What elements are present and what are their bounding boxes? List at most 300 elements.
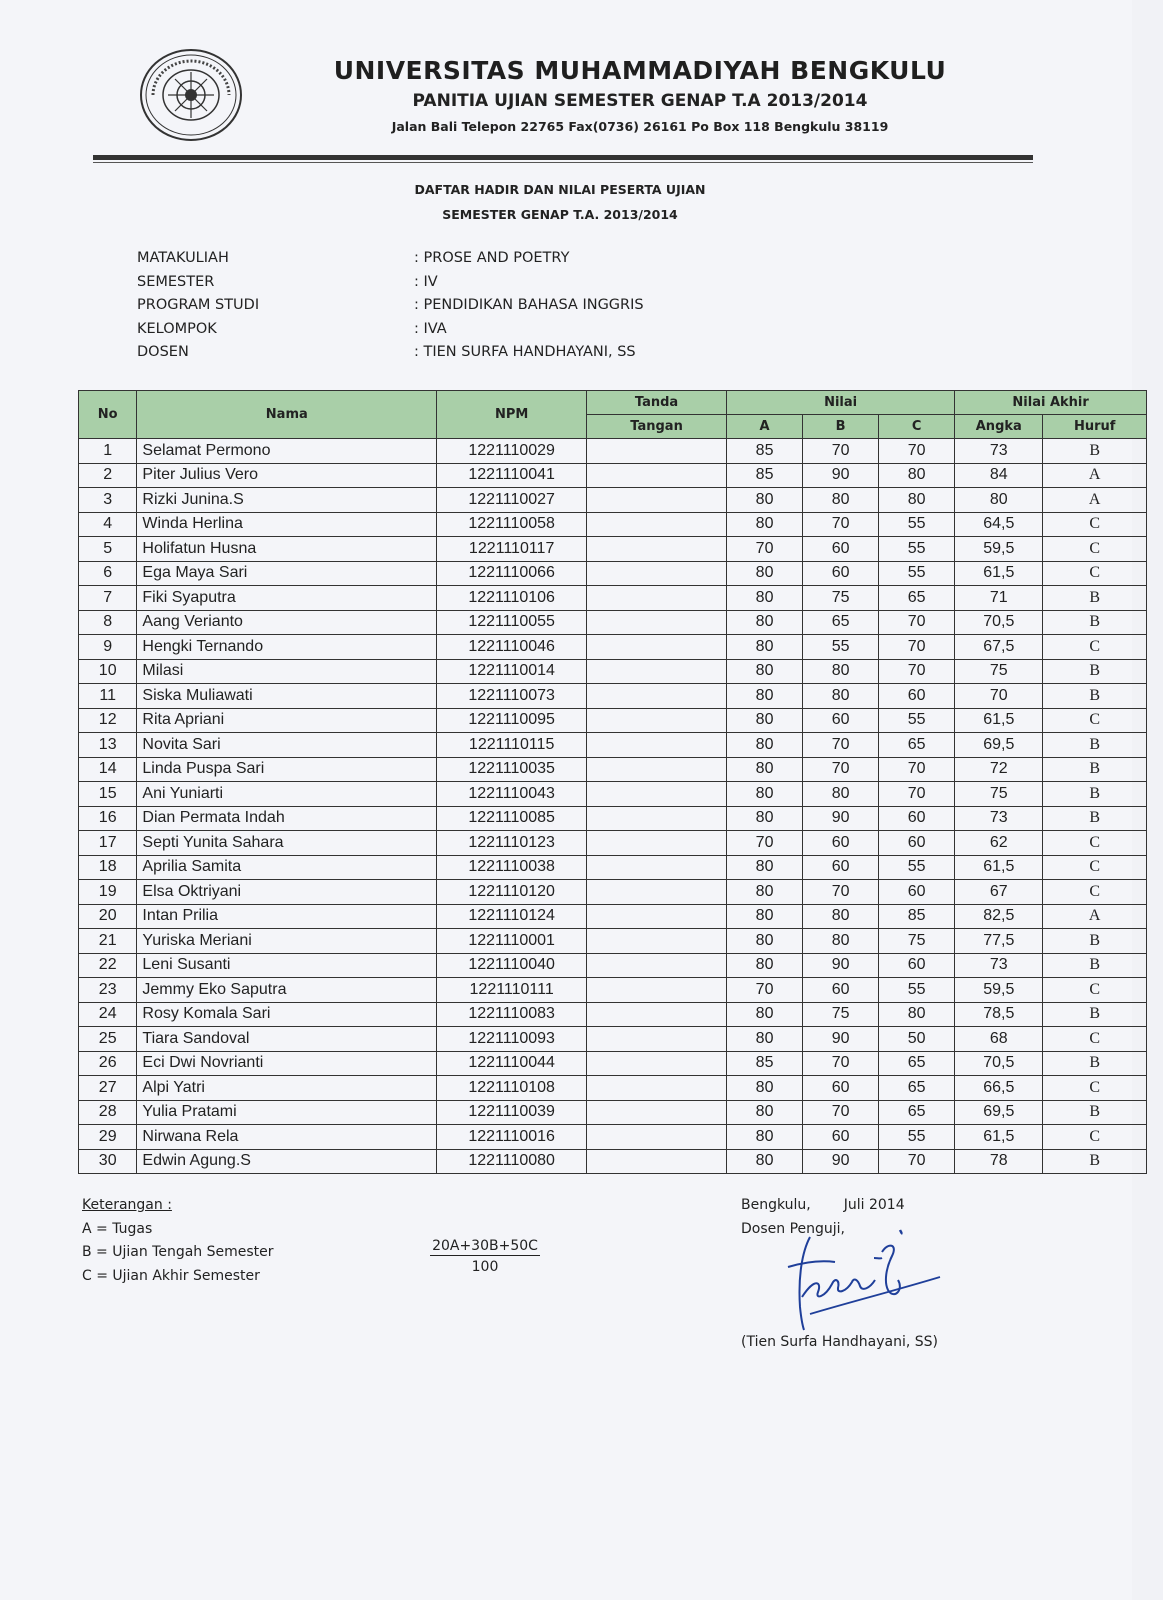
cell-signature — [587, 1149, 727, 1174]
cell-no: 26 — [79, 1051, 137, 1076]
cell-signature — [587, 904, 727, 929]
cell-score-a: 80 — [727, 1100, 803, 1125]
cell-npm: 1221110066 — [437, 561, 587, 586]
cell-final-letter: C — [1043, 561, 1147, 586]
table-row — [79, 733, 1147, 758]
cell-score-b: 80 — [803, 904, 879, 929]
program-label: PROGRAM STUDI — [137, 297, 260, 313]
cell-npm: 1221110001 — [437, 929, 587, 954]
cell-nama: Siska Muliawati — [137, 684, 437, 709]
header-npm: NPM — [437, 391, 587, 439]
cell-score-a: 80 — [727, 757, 803, 782]
cell-nama: Hengki Ternando — [137, 635, 437, 660]
course-info-row — [137, 274, 837, 298]
cell-score-c: 50 — [879, 1027, 955, 1052]
cell-score-b: 60 — [803, 708, 879, 733]
cell-signature — [587, 782, 727, 807]
cell-npm: 1221110058 — [437, 512, 587, 537]
table-row — [79, 782, 1147, 807]
cell-nama: Leni Susanti — [137, 953, 437, 978]
cell-npm: 1221110043 — [437, 782, 587, 807]
table-row — [79, 610, 1147, 635]
cell-score-c: 70 — [879, 757, 955, 782]
cell-npm: 1221110046 — [437, 635, 587, 660]
cell-score-b: 80 — [803, 782, 879, 807]
cell-signature — [587, 537, 727, 562]
cell-score-c: 60 — [879, 684, 955, 709]
cell-no: 18 — [79, 855, 137, 880]
cell-nama: Nirwana Rela — [137, 1125, 437, 1150]
cell-no: 24 — [79, 1002, 137, 1027]
course-value: : PROSE AND POETRY — [414, 250, 570, 266]
cell-score-c: 60 — [879, 953, 955, 978]
cell-nama: Piter Julius Vero — [137, 463, 437, 488]
signature-role: Dosen Penguji, — [741, 1220, 845, 1237]
cell-signature — [587, 684, 727, 709]
cell-final-number: 68 — [955, 1027, 1043, 1052]
cell-score-a: 80 — [727, 880, 803, 905]
cell-score-b: 70 — [803, 439, 879, 464]
cell-score-a: 80 — [727, 512, 803, 537]
table-row — [79, 1125, 1147, 1150]
cell-score-b: 70 — [803, 733, 879, 758]
cell-nama: Intan Prilia — [137, 904, 437, 929]
cell-final-letter: C — [1043, 1076, 1147, 1101]
cell-score-a: 80 — [727, 1002, 803, 1027]
table-row — [79, 855, 1147, 880]
cell-nama: Ani Yuniarti — [137, 782, 437, 807]
table-row — [79, 904, 1147, 929]
formula-denominator: 100 — [471, 1259, 499, 1275]
header-tanda: Tanda — [587, 391, 727, 415]
table-row — [79, 1100, 1147, 1125]
cell-score-b: 80 — [803, 659, 879, 684]
cell-no: 11 — [79, 684, 137, 709]
cell-no: 28 — [79, 1100, 137, 1125]
cell-final-letter: C — [1043, 1125, 1147, 1150]
table-row — [79, 439, 1147, 464]
legend-item: A = Tugas — [82, 1220, 153, 1237]
cell-final-letter: B — [1043, 757, 1147, 782]
table-row — [79, 1027, 1147, 1052]
cell-final-letter: C — [1043, 880, 1147, 905]
table-row — [79, 708, 1147, 733]
cell-signature — [587, 610, 727, 635]
lecturer-label: DOSEN — [137, 344, 189, 360]
cell-final-letter: B — [1043, 1051, 1147, 1076]
program-value: : PENDIDIKAN BAHASA INGGRIS — [414, 297, 644, 313]
cell-signature — [587, 733, 727, 758]
letterhead — [260, 56, 1020, 134]
cell-final-letter: C — [1043, 855, 1147, 880]
cell-signature — [587, 488, 727, 513]
cell-nama: Selamat Permono — [137, 439, 437, 464]
cell-score-c: 55 — [879, 561, 955, 586]
letterhead-divider-thin — [93, 162, 1033, 163]
cell-final-letter: C — [1043, 1027, 1147, 1052]
cell-signature — [587, 757, 727, 782]
cell-nama: Jemmy Eko Saputra — [137, 978, 437, 1003]
table-row — [79, 561, 1147, 586]
table-row — [79, 1051, 1147, 1076]
table-row — [79, 1002, 1147, 1027]
cell-npm: 1221110083 — [437, 1002, 587, 1027]
cell-score-c: 70 — [879, 635, 955, 660]
cell-score-b: 80 — [803, 929, 879, 954]
cell-score-b: 75 — [803, 1002, 879, 1027]
cell-final-letter: B — [1043, 733, 1147, 758]
cell-nama: Milasi — [137, 659, 437, 684]
cell-score-a: 80 — [727, 1125, 803, 1150]
cell-score-c: 55 — [879, 978, 955, 1003]
cell-final-letter: B — [1043, 1100, 1147, 1125]
cell-nama: Ega Maya Sari — [137, 561, 437, 586]
letterhead-divider-thick — [93, 155, 1033, 160]
cell-final-number: 73 — [955, 953, 1043, 978]
cell-no: 17 — [79, 831, 137, 856]
document-title-line-2: SEMESTER GENAP T.A. 2013/2014 — [442, 207, 678, 222]
cell-score-a: 80 — [727, 806, 803, 831]
cell-npm: 1221110115 — [437, 733, 587, 758]
cell-npm: 1221110120 — [437, 880, 587, 905]
grades-table — [78, 390, 1147, 1174]
cell-score-a: 80 — [727, 488, 803, 513]
cell-signature — [587, 439, 727, 464]
cell-score-a: 80 — [727, 1027, 803, 1052]
cell-no: 4 — [79, 512, 137, 537]
cell-npm: 1221110029 — [437, 439, 587, 464]
university-name: UNIVERSITAS MUHAMMADIYAH BENGKULU — [333, 56, 947, 85]
cell-score-b: 70 — [803, 512, 879, 537]
cell-score-a: 80 — [727, 1149, 803, 1174]
cell-score-b: 60 — [803, 855, 879, 880]
course-info-row — [137, 321, 837, 345]
cell-final-letter: C — [1043, 512, 1147, 537]
cell-signature — [587, 1076, 727, 1101]
cell-final-number: 70 — [955, 684, 1043, 709]
cell-npm: 1221110124 — [437, 904, 587, 929]
cell-score-a: 80 — [727, 904, 803, 929]
cell-score-a: 80 — [727, 659, 803, 684]
semester-value: : IV — [414, 273, 438, 290]
cell-score-c: 55 — [879, 537, 955, 562]
cell-final-number: 71 — [955, 586, 1043, 611]
cell-npm: 1221110055 — [437, 610, 587, 635]
cell-final-number: 59,5 — [955, 537, 1043, 562]
cell-score-c: 80 — [879, 463, 955, 488]
cell-score-b: 60 — [803, 978, 879, 1003]
cell-final-number: 67 — [955, 880, 1043, 905]
cell-score-b: 65 — [803, 610, 879, 635]
cell-no: 7 — [79, 586, 137, 611]
cell-score-a: 80 — [727, 635, 803, 660]
cell-signature — [587, 586, 727, 611]
cell-signature — [587, 512, 727, 537]
committee-name: PANITIA UJIAN SEMESTER GENAP T.A 2013/2014 — [412, 91, 868, 111]
cell-final-number: 59,5 — [955, 978, 1043, 1003]
cell-final-number: 61,5 — [955, 561, 1043, 586]
cell-final-letter: B — [1043, 684, 1147, 709]
cell-nama: Winda Herlina — [137, 512, 437, 537]
cell-no: 22 — [79, 953, 137, 978]
cell-final-number: 78,5 — [955, 1002, 1043, 1027]
cell-npm: 1221110095 — [437, 708, 587, 733]
table-row — [79, 586, 1147, 611]
cell-nama: Novita Sari — [137, 733, 437, 758]
grade-formula — [425, 1238, 545, 1275]
cell-signature — [587, 880, 727, 905]
cell-score-a: 85 — [727, 1051, 803, 1076]
table-row — [79, 684, 1147, 709]
signature-city: Bengkulu, — [741, 1197, 811, 1213]
cell-score-b: 90 — [803, 463, 879, 488]
cell-final-letter: C — [1043, 537, 1147, 562]
cell-npm: 1221110039 — [437, 1100, 587, 1125]
cell-score-a: 80 — [727, 929, 803, 954]
cell-no: 10 — [79, 659, 137, 684]
cell-score-a: 70 — [727, 831, 803, 856]
cell-final-number: 75 — [955, 659, 1043, 684]
cell-score-b: 75 — [803, 586, 879, 611]
cell-signature — [587, 1027, 727, 1052]
cell-nama: Tiara Sandoval — [137, 1027, 437, 1052]
cell-score-b: 80 — [803, 684, 879, 709]
cell-nama: Aang Verianto — [137, 610, 437, 635]
cell-final-letter: A — [1043, 904, 1147, 929]
cell-final-number: 78 — [955, 1149, 1043, 1174]
group-value: : IVA — [414, 320, 447, 337]
table-row — [79, 463, 1147, 488]
cell-final-letter: B — [1043, 439, 1147, 464]
cell-final-letter: C — [1043, 708, 1147, 733]
cell-final-number: 66,5 — [955, 1076, 1043, 1101]
signer-name: (Tien Surfa Handhayani, SS) — [741, 1334, 938, 1350]
cell-no: 30 — [79, 1149, 137, 1174]
cell-score-b: 60 — [803, 831, 879, 856]
cell-npm: 1221110016 — [437, 1125, 587, 1150]
cell-final-letter: B — [1043, 659, 1147, 684]
cell-final-number: 64,5 — [955, 512, 1043, 537]
cell-score-a: 80 — [727, 586, 803, 611]
cell-npm: 1221110041 — [437, 463, 587, 488]
cell-score-b: 60 — [803, 537, 879, 562]
cell-nama: Linda Puspa Sari — [137, 757, 437, 782]
cell-score-a: 80 — [727, 561, 803, 586]
legend-item: C = Ujian Akhir Semester — [82, 1267, 260, 1284]
legend-notes — [82, 1194, 274, 1288]
header-c: C — [879, 415, 955, 439]
cell-nama: Fiki Syaputra — [137, 586, 437, 611]
cell-npm: 1221110040 — [437, 953, 587, 978]
cell-no: 5 — [79, 537, 137, 562]
cell-score-b: 80 — [803, 488, 879, 513]
cell-final-letter: B — [1043, 1149, 1147, 1174]
cell-score-a: 85 — [727, 439, 803, 464]
cell-signature — [587, 708, 727, 733]
table-row — [79, 880, 1147, 905]
cell-score-b: 60 — [803, 1076, 879, 1101]
cell-score-c: 60 — [879, 831, 955, 856]
cell-signature — [587, 1125, 727, 1150]
cell-no: 23 — [79, 978, 137, 1003]
cell-score-c: 85 — [879, 904, 955, 929]
cell-signature — [587, 463, 727, 488]
cell-no: 15 — [79, 782, 137, 807]
cell-nama: Rita Apriani — [137, 708, 437, 733]
cell-score-b: 55 — [803, 635, 879, 660]
table-row — [79, 1149, 1147, 1174]
table-row — [79, 806, 1147, 831]
header-b: B — [803, 415, 879, 439]
cell-signature — [587, 978, 727, 1003]
cell-final-number: 84 — [955, 463, 1043, 488]
cell-final-number: 73 — [955, 439, 1043, 464]
cell-score-b: 70 — [803, 757, 879, 782]
cell-no: 27 — [79, 1076, 137, 1101]
cell-no: 3 — [79, 488, 137, 513]
grades-table-header — [79, 391, 1147, 439]
cell-final-letter: B — [1043, 782, 1147, 807]
table-row — [79, 659, 1147, 684]
header-nilai: Nilai — [727, 391, 955, 415]
cell-signature — [587, 659, 727, 684]
cell-score-b: 70 — [803, 1100, 879, 1125]
semester-label: SEMESTER — [137, 273, 215, 290]
cell-score-a: 80 — [727, 1076, 803, 1101]
table-row — [79, 537, 1147, 562]
cell-score-b: 70 — [803, 880, 879, 905]
cell-score-c: 65 — [879, 1076, 955, 1101]
cell-score-c: 80 — [879, 488, 955, 513]
cell-npm: 1221110085 — [437, 806, 587, 831]
course-label: MATAKULIAH — [137, 250, 229, 266]
cell-score-c: 70 — [879, 782, 955, 807]
cell-no: 16 — [79, 806, 137, 831]
cell-npm: 1221110027 — [437, 488, 587, 513]
cell-score-a: 70 — [727, 537, 803, 562]
cell-final-number: 70,5 — [955, 610, 1043, 635]
table-row — [79, 953, 1147, 978]
cell-score-b: 60 — [803, 561, 879, 586]
cell-signature — [587, 1100, 727, 1125]
document-title-line-1: DAFTAR HADIR DAN NILAI PESERTA UJIAN — [414, 182, 706, 197]
cell-final-letter: C — [1043, 635, 1147, 660]
cell-final-number: 67,5 — [955, 635, 1043, 660]
cell-signature — [587, 635, 727, 660]
cell-npm: 1221110035 — [437, 757, 587, 782]
cell-final-number: 61,5 — [955, 708, 1043, 733]
cell-no: 9 — [79, 635, 137, 660]
cell-final-letter: A — [1043, 463, 1147, 488]
cell-score-c: 70 — [879, 659, 955, 684]
cell-final-letter: B — [1043, 806, 1147, 831]
cell-no: 1 — [79, 439, 137, 464]
cell-npm: 1221110044 — [437, 1051, 587, 1076]
cell-npm: 1221110108 — [437, 1076, 587, 1101]
cell-signature — [587, 929, 727, 954]
cell-no: 12 — [79, 708, 137, 733]
cell-signature — [587, 953, 727, 978]
cell-score-b: 90 — [803, 1027, 879, 1052]
cell-no: 14 — [79, 757, 137, 782]
university-seal-logo — [139, 48, 243, 142]
table-row — [79, 757, 1147, 782]
cell-score-c: 70 — [879, 610, 955, 635]
course-info-row — [137, 297, 837, 321]
cell-signature — [587, 855, 727, 880]
cell-score-b: 60 — [803, 1125, 879, 1150]
handwritten-signature — [780, 1222, 945, 1332]
cell-npm: 1221110123 — [437, 831, 587, 856]
cell-final-letter: B — [1043, 929, 1147, 954]
formula-numerator: 20A+30B+50C — [432, 1238, 538, 1254]
cell-nama: Edwin Agung.S — [137, 1149, 437, 1174]
cell-final-number: 70,5 — [955, 1051, 1043, 1076]
cell-final-number: 69,5 — [955, 733, 1043, 758]
cell-final-number: 82,5 — [955, 904, 1043, 929]
cell-npm: 1221110111 — [437, 978, 587, 1003]
cell-npm: 1221110093 — [437, 1027, 587, 1052]
legend-title: Keterangan : — [82, 1197, 172, 1213]
legend-item: B = Ujian Tengah Semester — [82, 1244, 274, 1260]
course-info — [137, 250, 837, 368]
table-row — [79, 831, 1147, 856]
cell-final-letter: C — [1043, 978, 1147, 1003]
cell-nama: Yulia Pratami — [137, 1100, 437, 1125]
cell-score-b: 90 — [803, 806, 879, 831]
cell-final-number: 61,5 — [955, 1125, 1043, 1150]
cell-nama: Rosy Komala Sari — [137, 1002, 437, 1027]
cell-score-c: 55 — [879, 1125, 955, 1150]
header-tangan: Tangan — [587, 415, 727, 439]
cell-nama: Aprilia Samita — [137, 855, 437, 880]
table-row — [79, 512, 1147, 537]
cell-npm: 1221110117 — [437, 537, 587, 562]
table-row — [79, 488, 1147, 513]
cell-no: 25 — [79, 1027, 137, 1052]
cell-final-number: 62 — [955, 831, 1043, 856]
cell-final-number: 72 — [955, 757, 1043, 782]
cell-npm: 1221110038 — [437, 855, 587, 880]
cell-score-a: 70 — [727, 978, 803, 1003]
cell-no: 21 — [79, 929, 137, 954]
cell-final-number: 77,5 — [955, 929, 1043, 954]
cell-score-a: 80 — [727, 733, 803, 758]
cell-signature — [587, 1002, 727, 1027]
cell-no: 20 — [79, 904, 137, 929]
cell-score-c: 55 — [879, 855, 955, 880]
cell-score-c: 55 — [879, 512, 955, 537]
cell-nama: Alpi Yatri — [137, 1076, 437, 1101]
cell-nama: Dian Permata Indah — [137, 806, 437, 831]
grades-table-body — [79, 439, 1147, 1174]
cell-final-number: 80 — [955, 488, 1043, 513]
signature-date-line — [741, 1194, 905, 1218]
table-row — [79, 635, 1147, 660]
header-a: A — [727, 415, 803, 439]
group-label: KELOMPOK — [137, 320, 217, 337]
cell-score-b: 90 — [803, 953, 879, 978]
cell-nama: Eci Dwi Novrianti — [137, 1051, 437, 1076]
cell-signature — [587, 561, 727, 586]
cell-score-c: 80 — [879, 1002, 955, 1027]
cell-score-a: 80 — [727, 684, 803, 709]
cell-final-letter: B — [1043, 610, 1147, 635]
cell-score-c: 60 — [879, 806, 955, 831]
header-no: No — [79, 391, 137, 439]
header-nama: Nama — [137, 391, 437, 439]
cell-final-letter: B — [1043, 1002, 1147, 1027]
